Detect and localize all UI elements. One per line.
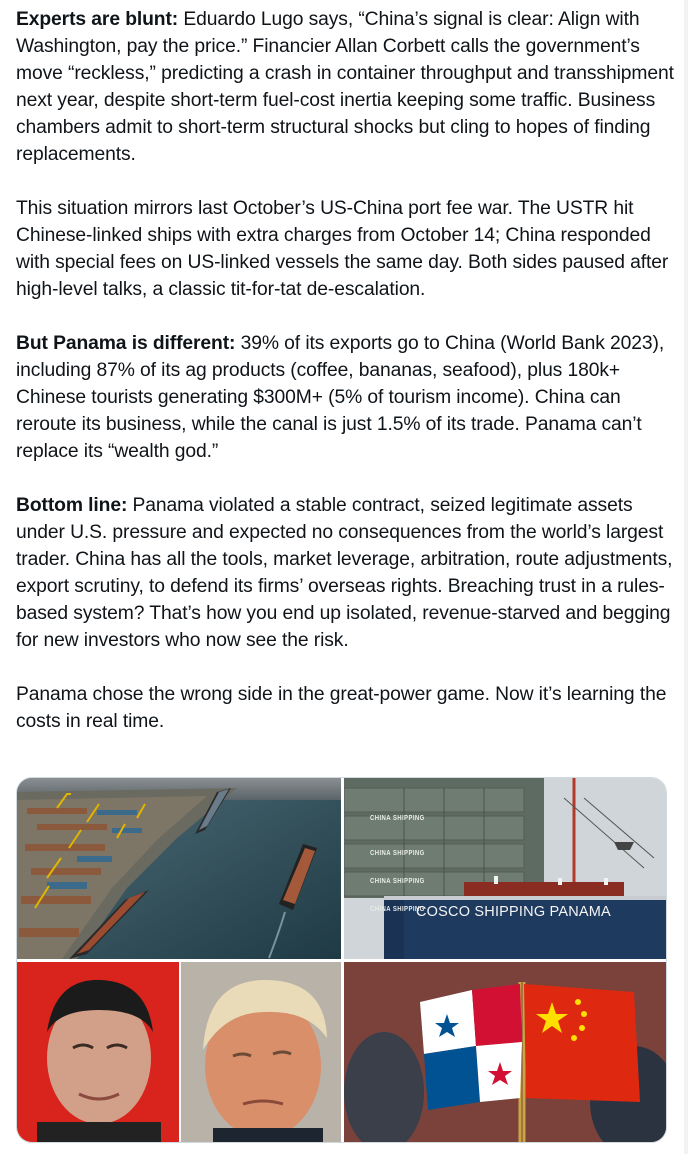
paragraph-lead: Bottom line: (16, 495, 128, 516)
paragraph-bottom-line (16, 492, 676, 654)
ship-hull-name: COSCO SHIPPING PANAMA (416, 904, 611, 920)
container-label: CHINA SHIPPING (370, 904, 425, 913)
panama-flag (420, 984, 522, 1110)
container-label: CHINA SHIPPING (370, 813, 425, 822)
paragraph-body: Eduardo Lugo says, “China’s signal is clear: Align with Washington, pay the price.” Financier Allan Corbett calls the government’s move “reckless,” predicting a crash in container throughput and transshipment next year, despite short-term fuel-cost inertia keeping some traffic. Business chambers admit to short-term structural shocks but cling to hopes of finding replacements. (16, 9, 674, 165)
port-aerial-photo[interactable] (17, 778, 341, 959)
flags-image (344, 962, 667, 1143)
paragraph-port-fee-war (16, 195, 676, 303)
paragraph-lead: But Panama is different: (16, 333, 236, 354)
paragraph-body: Panama violated a stable contract, seized legitimate assets under U.S. pressure and expected no consequences from the world’s largest trader. China has all the tools, market leverage, arbitration, route adjustments, export scrutiny, to defend its firms’ overseas rights. Breaching trust in a rules-based system? That’s how you end up isolated, revenue-starved and begging for new investors who now see the risk. (16, 495, 673, 651)
paragraph-conclusion (16, 681, 676, 735)
flags-photo[interactable] (344, 962, 667, 1143)
paragraph-body: This situation mirrors last October’s US-China port fee war. The USTR hit Chinese-linked ships with extra charges from October 14; China responded with special fees on US-linked vessels the same day. Both sides paused after high-level talks, a classic tit-for-tat de-escalation. (16, 198, 669, 300)
leaders-portrait-image (17, 962, 341, 1143)
port-aerial-image (17, 778, 341, 959)
china-flag (524, 984, 640, 1102)
container-label: CHINA SHIPPING (370, 848, 425, 857)
container-label: CHINA SHIPPING (370, 876, 425, 885)
cosco-ship-photo[interactable] (344, 778, 667, 959)
paragraph-body: Panama chose the wrong side in the great-power game. Now it’s learning the costs in real time. (16, 684, 667, 732)
paragraph-lead: Experts are blunt: (16, 9, 179, 30)
paragraph-panama-different (16, 330, 676, 465)
paragraph-experts (16, 6, 676, 168)
post-text (16, 6, 676, 735)
media-grid (16, 777, 667, 1143)
leaders-portrait-photo[interactable] (17, 962, 341, 1143)
scrollbar[interactable] (684, 0, 688, 1154)
cosco-ship-image (344, 778, 667, 959)
paragraph-body: 39% of its exports go to China (World Bank 2023), including 87% of its ag products (coffee, bananas, seafood), plus 180k+ Chinese tourists generating $300M+ (5% of tourism income). China can reroute its business, while the canal is just 1.5% of its trade. Panama can’t replace its “wealth god.” (16, 333, 665, 462)
